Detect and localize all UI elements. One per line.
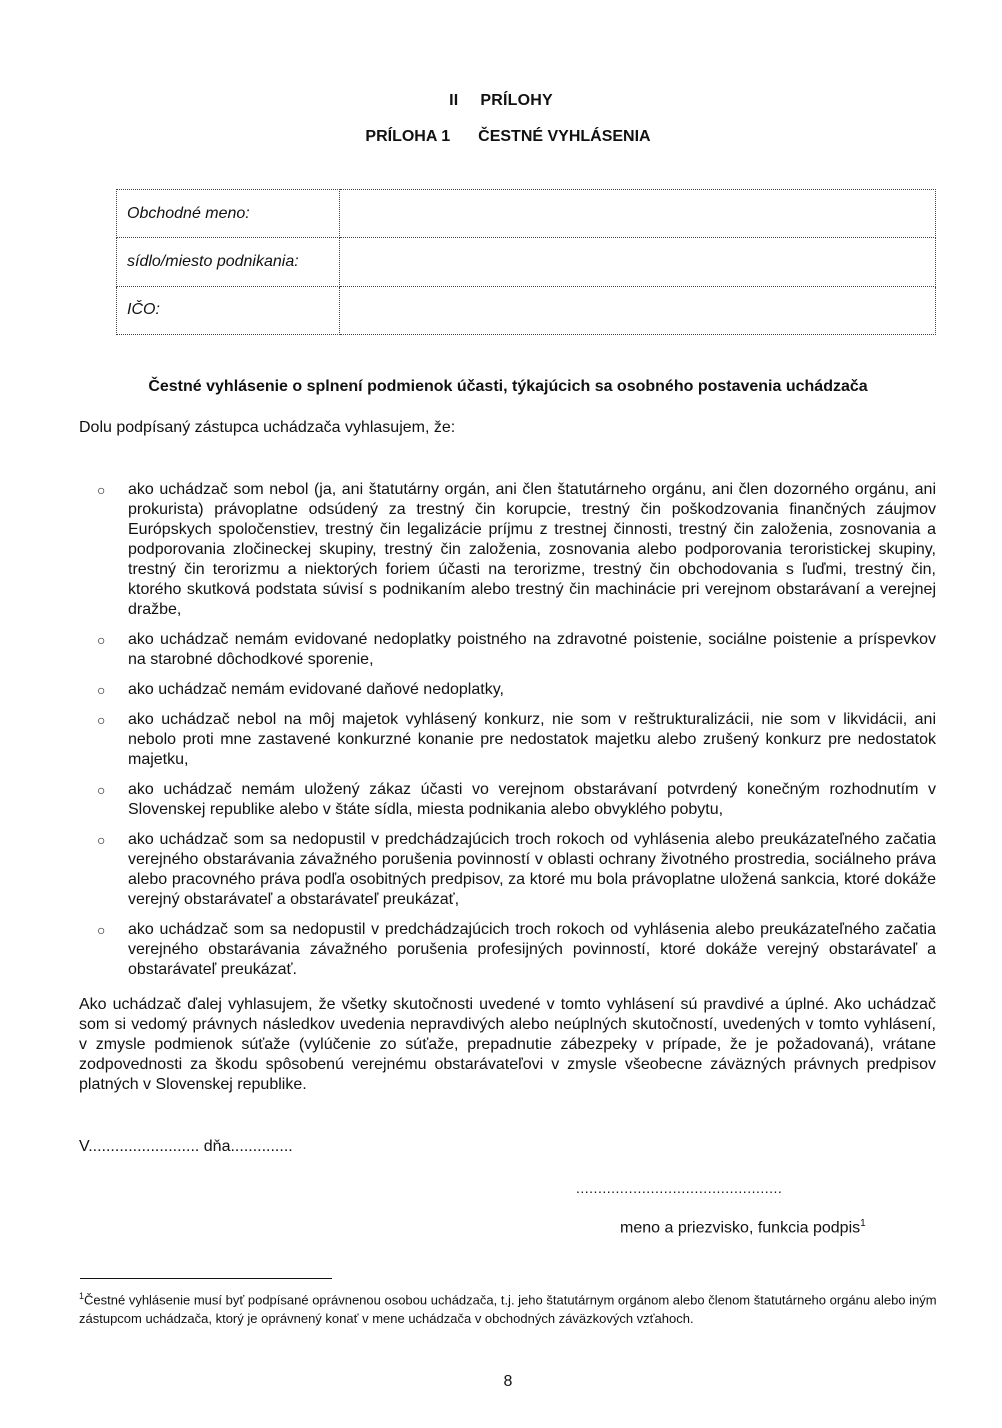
list-item: [79, 630, 936, 670]
company-name-label: Obchodné meno:: [117, 190, 340, 238]
list-item-text: ako uchádzač nemám uložený zákaz účasti vo verejnom obstarávaní potvrdený konečným rozhodnutím v Slovenskej republike alebo v štáte sídla, miesta podnikania alebo obvyklého pobytu,: [128, 781, 936, 818]
annex-number: PRÍLOHA 1: [365, 128, 451, 145]
ico-label: IČO:: [117, 286, 340, 334]
footnote-reference: 1: [860, 1218, 866, 1229]
closing-paragraph: Ako uchádzač ďalej vyhlasujem, že všetky skutočnosti uvedené v tomto vyhlásení sú pravdivé a úplné. Ako uchádzač som si vedomý právnych následkov uvedenia nepravdivých alebo neúplných skutočností, uvedených v tomto vyhlásení, v zmysle podmienok súťaže (vylúčenie zo súťaže, prepadnutie zábezpeky v prípade, že je požadovaná), vrátane zodpovednosti za škodu spôsobenú verejnému obstarávateľovi v zmysle všeobecne záväzných právnych predpisov platných v Slovenskej republike.: [79, 996, 936, 1093]
bullet-icon: ○: [97, 482, 106, 498]
bullet-icon: ○: [97, 712, 106, 728]
bullet-icon: ○: [97, 782, 106, 798]
section-number: II: [449, 92, 459, 109]
list-item: [79, 710, 936, 770]
list-item: [79, 920, 936, 980]
company-name-field[interactable]: [340, 190, 936, 238]
seat-label: sídlo/miesto podnikania:: [117, 238, 340, 286]
seat-field[interactable]: [340, 238, 936, 286]
list-item: [79, 780, 936, 820]
list-item: [79, 680, 936, 700]
bullet-icon: ○: [97, 922, 106, 938]
place-date-line: V......................... dňa..............: [79, 1138, 293, 1155]
list-item-text: ako uchádzač som nebol (ja, ani štatutárny orgán, ani člen štatutárneho orgánu, ani člen dozorného orgánu, ani prokurista) právoplatne odsúdený za trestný čin korupcie, trestný čin poškodzovania finančných záujmov Európskych spoločenstiev, trestný čin legalizácie príjmu z trestnej činnosti, trestný čin založenia, zosnovania a podporovania zločineckej skupiny, trestný čin založenia, zosnovania alebo podporovania teroristickej skupiny, trestný čin terorizmu a niektorých foriem účasti na terorizme, trestný čin obchodovania s ľuďmi, trestný čin, ktorého skutková podstata súvisí s podnikaním alebo trestný čin machinácie pri verejnom obstarávaní a verejnej dražbe,: [128, 481, 936, 618]
page-number: 8: [503, 1373, 513, 1390]
bidder-info-table: [116, 189, 936, 335]
annex-title: ČESTNÉ VYHLÁSENIA: [478, 128, 651, 145]
list-item-text: ako uchádzač nebol na môj majetok vyhlásený konkurz, nie som v reštrukturalizácii, nie som v likvidácii, ani nebolo proti mne zastavené konkurzné konanie pre nedostatok majetku alebo zrušený konkurz pre nedostatok majetku,: [128, 711, 936, 768]
intro-text: Dolu podpísaný zástupca uchádzača vyhlasujem, že:: [79, 419, 456, 436]
list-item-text: ako uchádzač som sa nedopustil v predchádzajúcich troch rokoch od vyhlásenia alebo preukázateľného začatia verejného obstarávania závažného porušenia povinností v oblasti ochrany životného prostredia, sociálneho práva alebo pracovného práva podľa osobitných predpisov, za ktoré mu bola právoplatne uložená sankcia, ktoré dokáže verejný obstarávateľ a obstarávateľ preukázať,: [128, 831, 936, 908]
list-item-text: ako uchádzač nemám evidované nedoplatky poistného na zdravotné poistenie, sociálne poistenie a príspevkov na starobné dôchodkové sporenie,: [128, 631, 936, 668]
bullet-icon: ○: [97, 632, 106, 648]
list-item-text: ako uchádzač som sa nedopustil v predchádzajúcich troch rokoch od vyhlásenia alebo preukázateľného začatia verejného obstarávania závažného porušenia profesijných povinností, ktoré dokáže verejný obstarávateľ a obstarávateľ preukázať.: [128, 921, 936, 978]
signature-label: [620, 1218, 866, 1237]
declaration-list: [79, 480, 936, 990]
declaration-title: Čestné vyhlásenie o splnení podmienok účasti, týkajúcich sa osobného postavenia uchádzača: [148, 378, 868, 395]
footnote-mark: 1: [79, 1291, 85, 1301]
table-row: [117, 190, 936, 238]
bullet-icon: ○: [97, 682, 106, 698]
ico-field[interactable]: [340, 286, 936, 334]
bullet-icon: ○: [97, 832, 106, 848]
list-item: [79, 830, 936, 910]
list-item: [79, 480, 936, 620]
table-row: [117, 286, 936, 334]
table-row: [117, 238, 936, 286]
signature-line: ...............................................: [576, 1180, 783, 1196]
section-title: PRÍLOHY: [480, 92, 553, 109]
footnote-text: Čestné vyhlásenie musí byť podpísané oprávnenou osobou uchádzača, t.j. jeho štatutárnym orgánom alebo členom štatutárneho orgánu alebo iným zástupcom uchádzača, ktorý je oprávnený konať v mene uchádzača v obchodných záväzkových vzťahoch.: [79, 1292, 937, 1327]
signature-label-text: meno a priezvisko, funkcia podpis: [620, 1219, 861, 1237]
annex-heading: [0, 128, 1002, 146]
list-item-text: ako uchádzač nemám evidované daňové nedoplatky,: [128, 681, 504, 698]
section-heading: [0, 92, 1002, 110]
footnote: [79, 1287, 939, 1328]
footnote-divider: [80, 1278, 332, 1279]
